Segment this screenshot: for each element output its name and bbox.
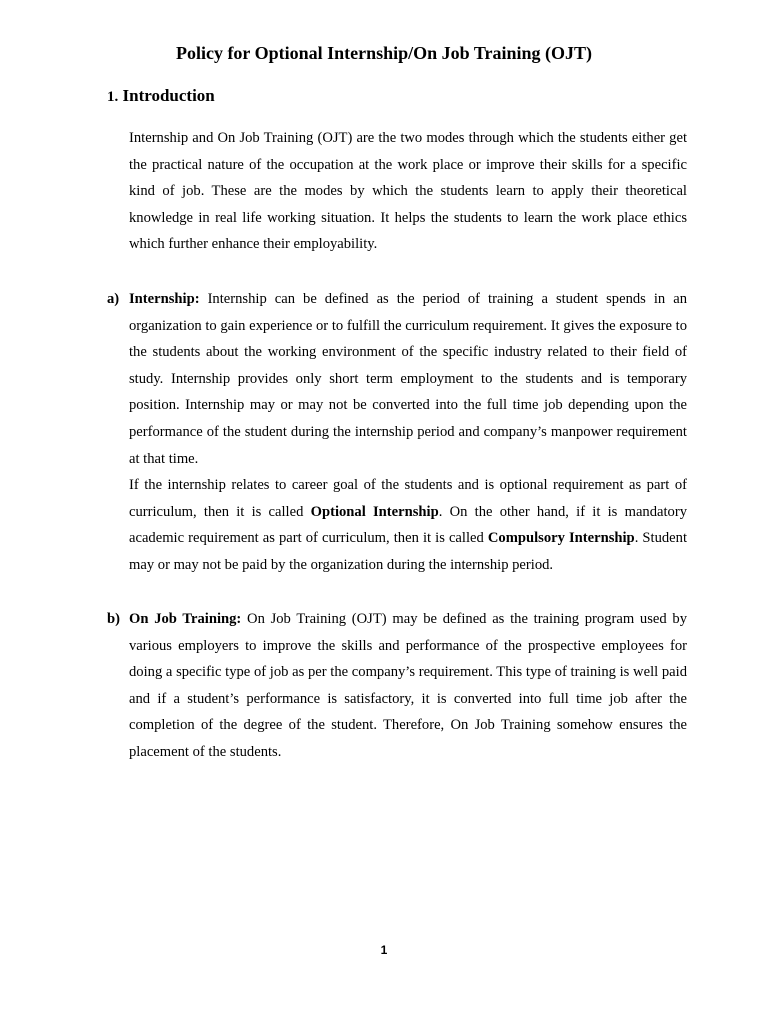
page-number: 1 (380, 943, 388, 957)
document-title: Policy for Optional Internship/On Job Training (OJT) (175, 43, 593, 63)
list-item-text: On Job Training (OJT) may be defined as the training program used by various employers to improve the skills and performance of the prospective employees for doing a specific type of job as per the company’s requirement. This type of training is well paid and if a student’s performance is satisfactory, it is converted into full time job after the completion of the degree of the student. Therefore, On Job Training somehow ensures the placement of the students. (129, 611, 687, 760)
intro-paragraph: Internship and On Job Training (OJT) are the two modes through which the students either get the practical nature of the occupation at the work place or improve their skills for a specific kind of job. These are the modes by which the students learn to apply their theoretical knowledge in real life working situation. It helps the students to learn the work place ethics which further enhance their employability. (129, 130, 687, 253)
list-marker: a) (107, 291, 120, 307)
section-heading (107, 85, 215, 108)
section-title: Introduction (122, 86, 215, 105)
internship-types-paragraph (129, 472, 687, 578)
continuation-text-2: . On the other hand, if it is mandatory academic requirement as part of curriculum, then it is called (129, 503, 687, 547)
section-number: 1. (107, 89, 119, 105)
compulsory-internship-term: Compulsory Internship (487, 530, 635, 547)
internship-definition (129, 286, 687, 472)
list-item-body (129, 606, 687, 766)
list-item-term: Internship: (129, 291, 200, 307)
optional-internship-term: Optional Internship (310, 503, 439, 520)
ojt-definition (129, 606, 687, 766)
continuation-text-1: If the internship relates to career goal of the students and is optional requirement as part of curriculum, then it is called (129, 477, 687, 520)
list-item-body (129, 286, 687, 579)
list-marker: b) (107, 611, 120, 627)
continuation-text-3: . Student may or may not be paid by the organization during the internship period. (129, 530, 688, 573)
list-item-term: On Job Training: (129, 611, 242, 627)
list-item-text: Internship can be defined as the period of training a student spends in an organization to gain experience or to fulfill the curriculum requirement. It gives the exposure to the students about the working environment of the specific industry related to their field of study. Internship provides only short term employment to the students and is temporary position. Internship may or may not be converted into the full time job depending upon the performance of the student during the internship period and company’s manpower requirement at that time. (129, 291, 687, 467)
